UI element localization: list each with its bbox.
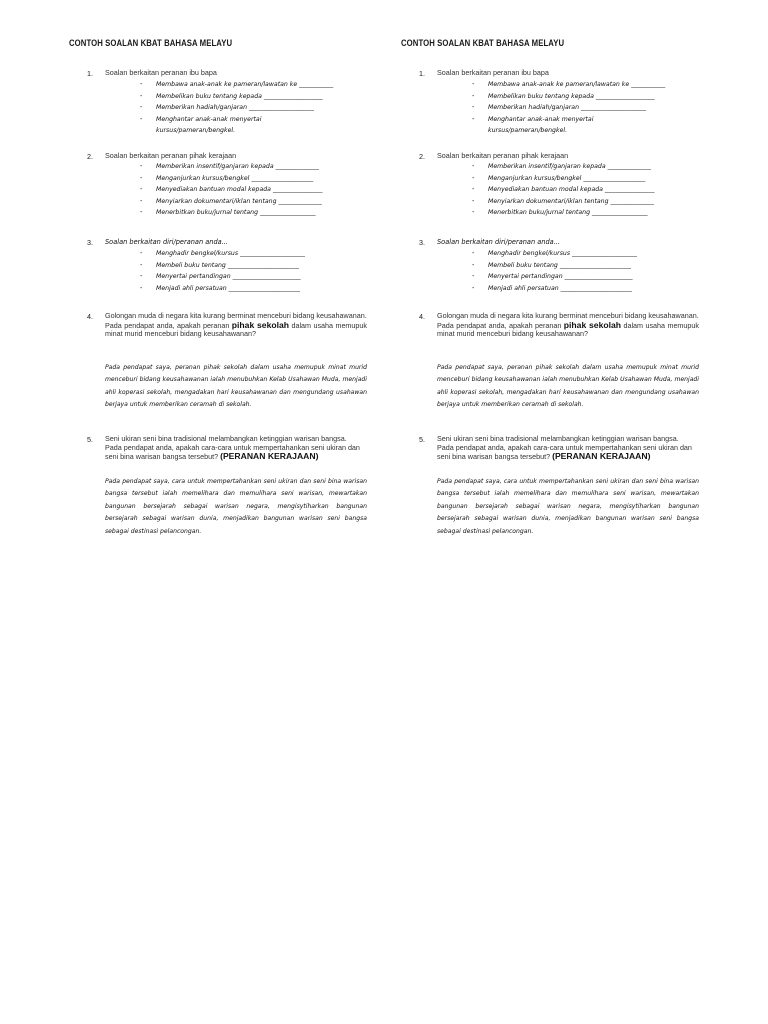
answer-text: Pada pendapat saya, cara untuk mempertahankan seni ukiran dan seni bina warisan bangsa tersebut ialah memelihara dan memulihara seni warisan, mewartakan bangunan bersejarah sebagai warisan negara, mengisytiharkan bangunan bersejarah sebagai warisan dunia, menjadikan bangunan warisan seni bangsa sebagai destinasi pelancongan. bbox=[105, 478, 367, 535]
question-number: 5. bbox=[419, 435, 425, 444]
question-text: Seni ukiran seni bina tradisional melambangkan ketinggian warisan bangsa. Pada pendapat anda, apakah cara-cara untuk mempertahankan seni ukiran dan seni bina warisan bangsa tersebut? (PERANAN KERAJAAN) bbox=[437, 434, 692, 462]
question-3-points bbox=[140, 250, 366, 296]
list-item: - Memberikan insentif/ganjaran kepada ______________ bbox=[140, 163, 319, 170]
question-number: 4. bbox=[419, 312, 425, 321]
list-item: - Membeli buku tentang _______________________ bbox=[472, 261, 631, 269]
list-item: - Menerbitkan buku/jurnal tentang __________________ bbox=[472, 209, 648, 216]
question-number: 4. bbox=[87, 312, 93, 321]
list-item: - Menyiarkan dokumentari/iklan tentang ______________ bbox=[472, 197, 654, 205]
question-number: 1. bbox=[87, 69, 93, 78]
question-text: Soalan berkaitan diri/peranan anda... bbox=[105, 238, 228, 246]
question-text: Soalan berkaitan peranan ibu bapa bbox=[437, 68, 549, 77]
emphasis-label: (PERANAN KERAJAAN) bbox=[220, 451, 319, 462]
question-text: Soalan berkaitan peranan pihak kerajaan bbox=[105, 151, 237, 160]
question-text: Seni ukiran seni bina tradisional melambangkan ketinggian warisan bangsa. Pada pendapat anda, apakah cara-cara untuk mempertahankan seni ukiran dan seni bina warisan bangsa tersebut? (PERANAN KERAJAAN) bbox=[105, 434, 360, 462]
question-text: Soalan berkaitan peranan pihak kerajaan bbox=[437, 151, 569, 160]
list-item: - Menyertai pertandingan ______________________ bbox=[472, 273, 633, 280]
answer-text: Pada pendapat saya, peranan pihak sekolah dalam usaha memupuk minat murid menceburi bidang keusahawanan ialah menubuhkan Kelab Usahawan Muda, menjadi ahli koperasi sekolah, mengadakan hari keusahawanan dan mengundang usahawan berjaya untuk memberikan ceramah di sekolah. bbox=[105, 364, 367, 409]
question-1-points bbox=[140, 81, 366, 134]
question-text: Soalan berkaitan diri/peranan anda... bbox=[437, 238, 560, 246]
list-item: - Membawa anak-anak ke pameran/lawatan ke ___________ bbox=[472, 81, 666, 88]
answer-text: Pada pendapat saya, peranan pihak sekolah dalam usaha memupuk minat murid menceburi bidang keusahawanan ialah menubuhkan Kelab Usahawan Muda, menjadi ahli koperasi sekolah, mengadakan hari keusahawanan dan mengundang usahawan berjaya untuk memberikan ceramah di sekolah. bbox=[437, 364, 699, 409]
question-number: 3. bbox=[87, 238, 93, 247]
question-3-points bbox=[472, 250, 698, 296]
question-2-points bbox=[140, 163, 366, 221]
list-item: - Membelikan buku tentang kepada ___________________ bbox=[140, 92, 323, 100]
answer-text: Pada pendapat saya, cara untuk mempertahankan seni ukiran dan seni bina warisan bangsa tersebut ialah memelihara dan memulihara seni warisan, mewartakan bangunan bersejarah sebagai warisan negara, mengisytiharkan bangunan bersejarah sebagai warisan dunia, menjadikan bangunan warisan seni bangsa sebagai destinasi pelancongan. bbox=[437, 478, 699, 535]
emphasis-label: pihak sekolah bbox=[231, 319, 290, 330]
list-item: - Menghantar anak-anak menyertai kursus/pameran/bengkel. bbox=[472, 115, 594, 134]
question-text: Golongan muda di negara kita kurang berminat menceburi bidang keusahawanan. Pada pendapat anda, apakah peranan pihak sekolah dalam usaha memupuk minat murid menceburi bidang keusahawanan? bbox=[437, 311, 700, 339]
list-item: - Menyediakan bantuan modal kepada ________________ bbox=[140, 186, 323, 193]
question-number: 3. bbox=[419, 238, 425, 247]
list-item: - Menyediakan bantuan modal kepada ________________ bbox=[472, 186, 655, 193]
list-item: - Menganjurkan kursus/bengkel ____________________ bbox=[140, 174, 314, 182]
list-item: - Menerbitkan buku/jurnal tentang __________________ bbox=[140, 209, 316, 216]
list-item: - Memberikan insentif/ganjaran kepada ______________ bbox=[472, 163, 651, 170]
question-1-points bbox=[472, 81, 698, 134]
list-item: - Memberikan hadiah/ganjaran _____________________ bbox=[472, 104, 646, 111]
right-column bbox=[401, 0, 700, 1024]
left-column bbox=[69, 0, 368, 1024]
document-title: CONTOH SOALAN KBAT BAHASA MELAYU bbox=[401, 38, 565, 48]
question-number: 2. bbox=[419, 152, 425, 161]
list-item: - Menghadir bengkel/kursus _____________________ bbox=[472, 250, 637, 257]
question-number: 2. bbox=[87, 152, 93, 161]
question-number: 5. bbox=[87, 435, 93, 444]
emphasis-label: (PERANAN KERAJAAN) bbox=[552, 451, 651, 462]
list-item: - Menghadir bengkel/kursus _____________________ bbox=[140, 250, 305, 257]
document-title: CONTOH SOALAN KBAT BAHASA MELAYU bbox=[69, 38, 233, 48]
question-2-points bbox=[472, 163, 698, 221]
list-item: - Membawa anak-anak ke pameran/lawatan ke ___________ bbox=[140, 81, 334, 88]
question-text: Golongan muda di negara kita kurang berminat menceburi bidang keusahawanan. Pada pendapat anda, apakah peranan pihak sekolah dalam usaha memupuk minat murid menceburi bidang keusahawanan? bbox=[105, 311, 368, 339]
question-text: Soalan berkaitan peranan ibu bapa bbox=[105, 68, 217, 77]
list-item: - Menjadi ahli persatuan _______________________ bbox=[472, 284, 632, 292]
list-item: - Menyiarkan dokumentari/iklan tentang ______________ bbox=[140, 197, 322, 205]
list-item: - Menyertai pertandingan ______________________ bbox=[140, 273, 301, 280]
list-item: - Menganjurkan kursus/bengkel ____________________ bbox=[472, 174, 646, 182]
question-number: 1. bbox=[419, 69, 425, 78]
list-item: - Menjadi ahli persatuan _______________________ bbox=[140, 284, 300, 292]
list-item: - Memberikan hadiah/ganjaran _____________________ bbox=[140, 104, 314, 111]
list-item: - Membeli buku tentang _______________________ bbox=[140, 261, 299, 269]
emphasis-label: pihak sekolah bbox=[563, 319, 622, 330]
list-item: - Membelikan buku tentang kepada ___________________ bbox=[472, 92, 655, 100]
list-item: - Menghantar anak-anak menyertai kursus/pameran/bengkel. bbox=[140, 115, 262, 134]
